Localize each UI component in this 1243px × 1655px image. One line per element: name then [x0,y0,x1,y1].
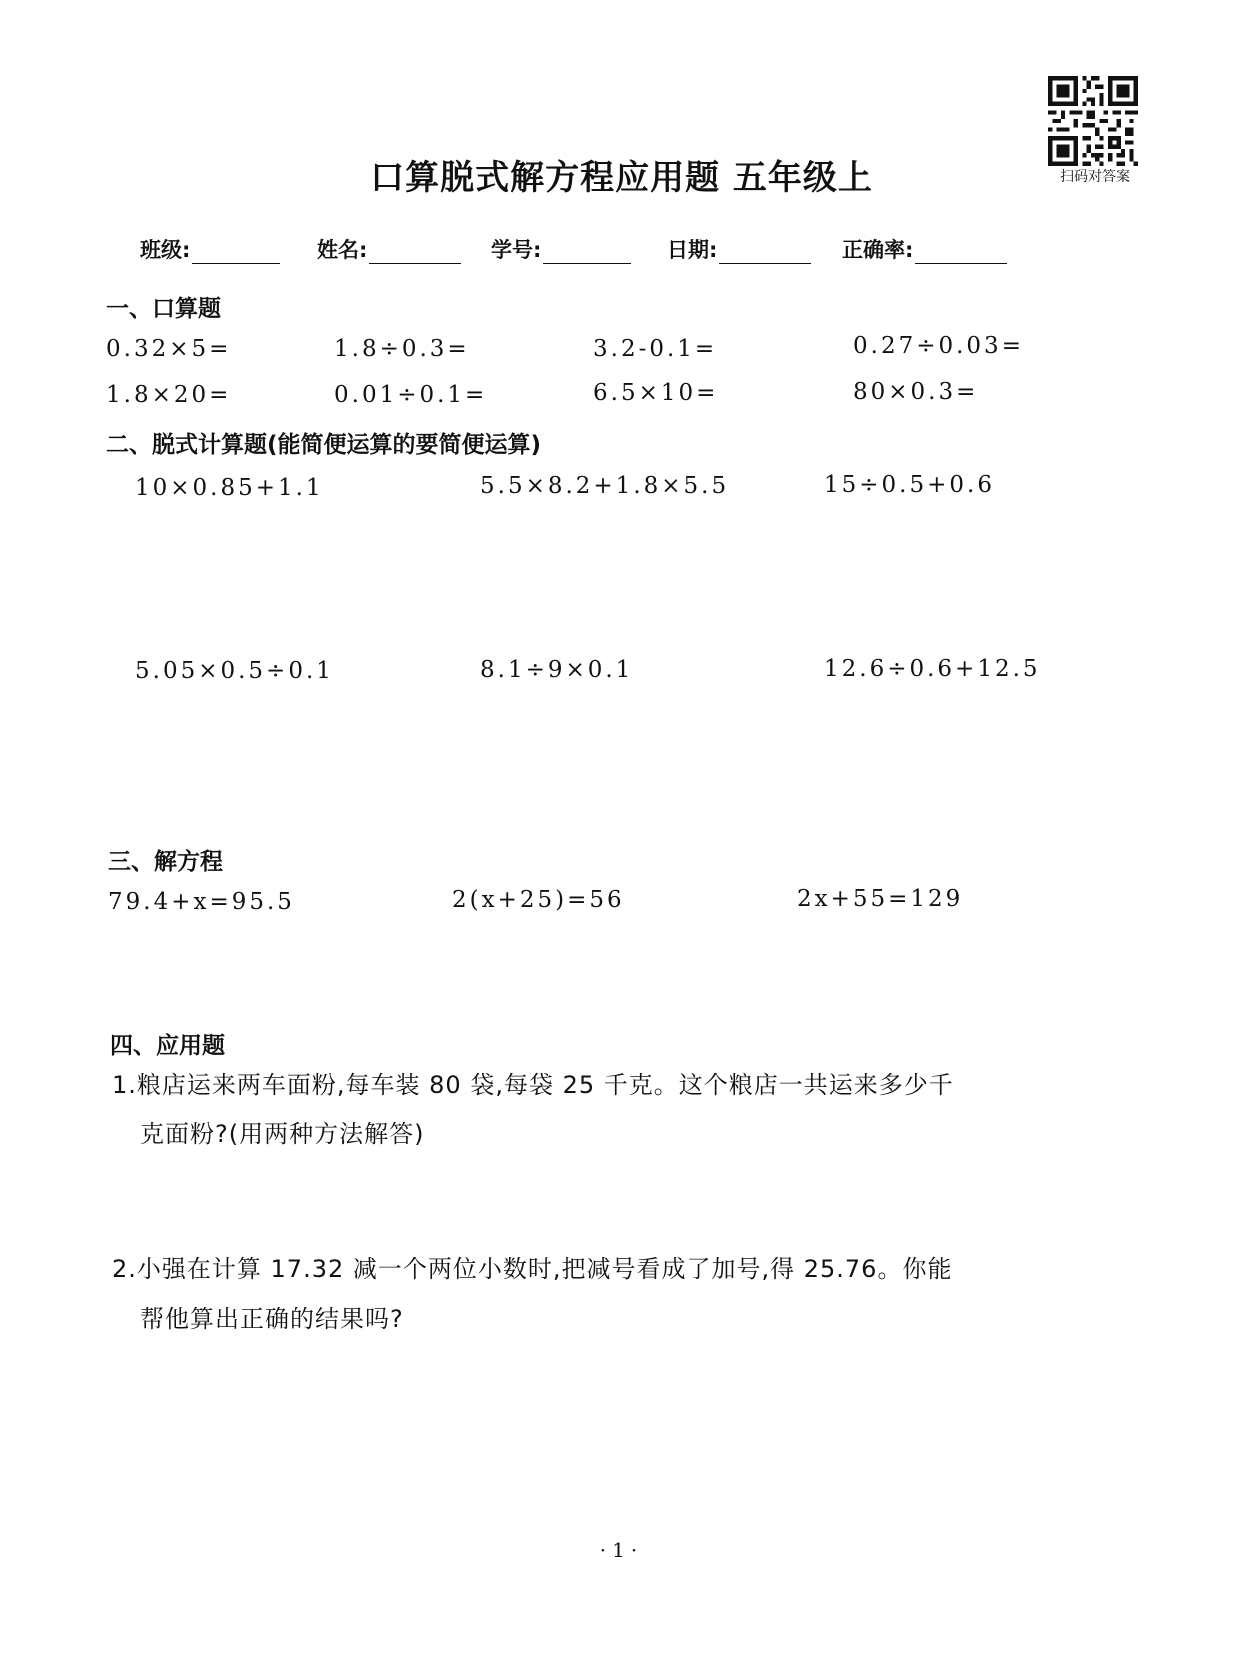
section-2-heading: 二、脱式计算题(能简便运算的要简便运算) [106,432,542,458]
name-blank[interactable] [369,239,461,264]
class-blank[interactable] [192,239,280,264]
oral-item: 0.27÷0.03= [853,333,1024,359]
class-label: 班级: [140,238,191,262]
id-blank[interactable] [543,239,631,264]
oral-item: 1.8÷0.3= [334,336,470,362]
word-problem-2-line-2: 帮他算出正确的结果吗? [140,1305,404,1333]
equation-item: 79.4+x=95.5 [108,889,295,915]
calc-item: 5.5×8.2+1.8×5.5 [480,473,730,499]
accuracy-field [842,234,1007,264]
oral-item: 0.32×5= [106,336,232,362]
section-3-heading: 三、解方程 [108,849,223,875]
id-label: 学号: [491,238,542,262]
name-label: 姓名: [317,238,368,262]
date-blank[interactable] [719,239,811,264]
oral-item: 80×0.3= [853,379,979,405]
page-title: 口算脱式解方程应用题 五年级上 [370,158,873,198]
accuracy-label: 正确率: [842,238,914,262]
name-field [317,234,461,264]
word-problem-1-line-2: 克面粉?(用两种方法解答) [140,1120,425,1148]
date-label: 日期: [667,238,718,262]
oral-item: 1.8×20= [106,382,232,408]
qr-caption: 扫码对答案 [1060,169,1130,185]
section-1-heading: 一、口算题 [106,296,221,322]
oral-item: 3.2-0.1= [593,336,718,362]
page-number: ·1· [599,1538,644,1562]
qr-code-icon [1048,76,1138,166]
id-field [491,234,631,264]
class-field [140,234,280,264]
word-problem-2-line-1: 2.小强在计算 17.32 减一个两位小数时,把减号看成了加号,得 25.76。你能 [112,1255,953,1283]
date-field [667,234,811,264]
equation-item: 2(x+25)=56 [452,887,625,913]
calc-item: 5.05×0.5÷0.1 [135,658,334,684]
calc-item: 15÷0.5+0.6 [824,472,995,498]
oral-item: 0.01÷0.1= [334,382,488,408]
calc-item: 10×0.85+1.1 [135,475,324,501]
section-4-heading: 四、应用题 [110,1033,225,1059]
equation-item: 2x+55=129 [797,886,964,912]
oral-item: 6.5×10= [593,380,719,406]
word-problem-1-line-1: 1.粮店运来两车面粉,每车装 80 袋,每袋 25 千克。这个粮店一共运来多少千 [112,1071,954,1099]
calc-item: 8.1÷9×0.1 [480,657,634,683]
accuracy-blank[interactable] [915,239,1007,264]
calc-item: 12.6÷0.6+12.5 [824,656,1041,682]
